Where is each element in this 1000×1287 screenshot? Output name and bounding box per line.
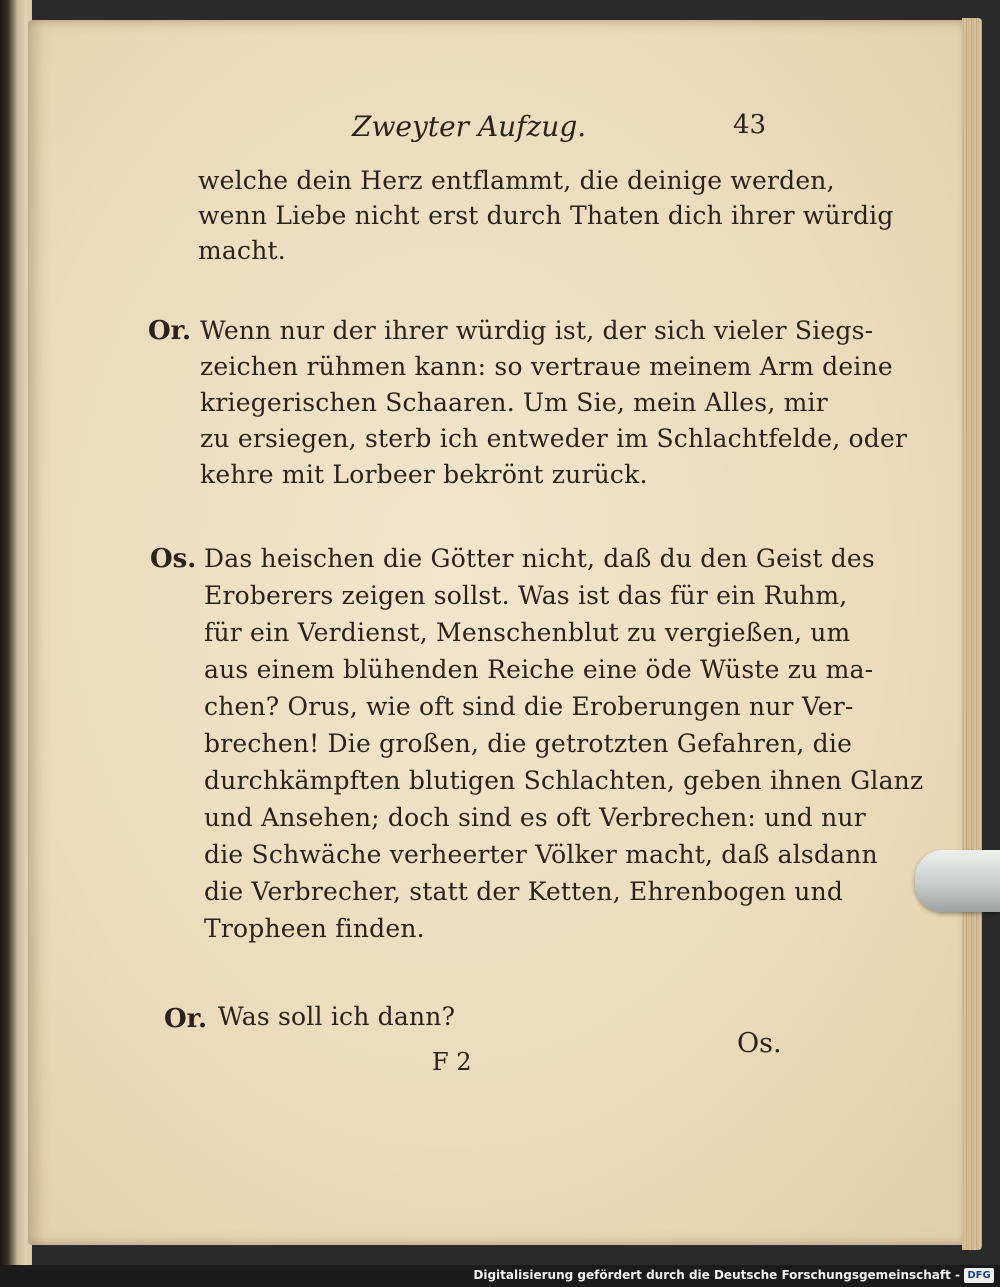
speaker-label: Os.: [150, 544, 197, 574]
text-line: wenn Liebe nicht erst durch Thaten dich ihrer würdig: [198, 201, 894, 230]
text-line: aus einem blühenden Reiche eine öde Wüste zu ma-: [204, 655, 874, 684]
text-line: Wenn nur der ihrer würdig ist, der sich vieler Siegs-: [200, 316, 874, 345]
text-line: Was soll ich dann?: [218, 1002, 456, 1031]
text-line: für ein Verdienst, Menschenblut zu vergießen, um: [204, 618, 851, 647]
speaker-label: Or.: [148, 316, 192, 346]
text-line: kriegerischen Schaaren. Um Sie, mein Alles, mir: [200, 388, 828, 417]
text-line: Tropheen finden.: [204, 914, 425, 943]
text-line: die Schwäche verheerter Völker macht, daß alsdann: [204, 840, 878, 869]
text-line: macht.: [198, 236, 286, 265]
text-line: und Ansehen; doch sind es oft Verbrechen: und nur: [204, 803, 866, 832]
page-stack-edge: [962, 18, 982, 1250]
text-line: die Verbrecher, statt der Ketten, Ehrenbogen und: [204, 877, 844, 906]
speaker-label: Or.: [164, 1004, 208, 1034]
running-head: Zweyter Aufzug.: [352, 110, 587, 143]
catchword: Os.: [737, 1028, 782, 1059]
text-line: Das heischen die Götter nicht, daß du den Geist des: [204, 544, 875, 573]
text-line: zu ersiegen, sterb ich entweder im Schlachtfelde, oder: [200, 424, 908, 453]
text-line: zeichen rühmen kann: so vertraue meinem Arm deine: [200, 352, 893, 381]
page-number: 43: [733, 110, 767, 140]
text-line: brechen! Die großen, die getrotzten Gefahren, die: [204, 729, 853, 758]
text-line: durchkämpften blutigen Schlachten, geben ihnen Glanz: [204, 766, 924, 795]
text-line: chen? Orus, wie oft sind die Eroberungen nur Ver-: [204, 692, 854, 721]
signature-mark: F 2: [432, 1048, 472, 1076]
funding-credit: Digitalisierung gefördert durch die Deutsche Forschungsgemeinschaft -: [473, 1268, 960, 1282]
page-tab-marker: [915, 850, 1000, 912]
dfg-logo: DFG: [964, 1268, 994, 1283]
text-line: Eroberers zeigen sollst. Was ist das für ein Ruhm,: [204, 581, 848, 610]
text-line: welche dein Herz entflammt, die deinige werden,: [198, 166, 835, 195]
text-line: kehre mit Lorbeer bekrönt zurück.: [200, 460, 648, 489]
